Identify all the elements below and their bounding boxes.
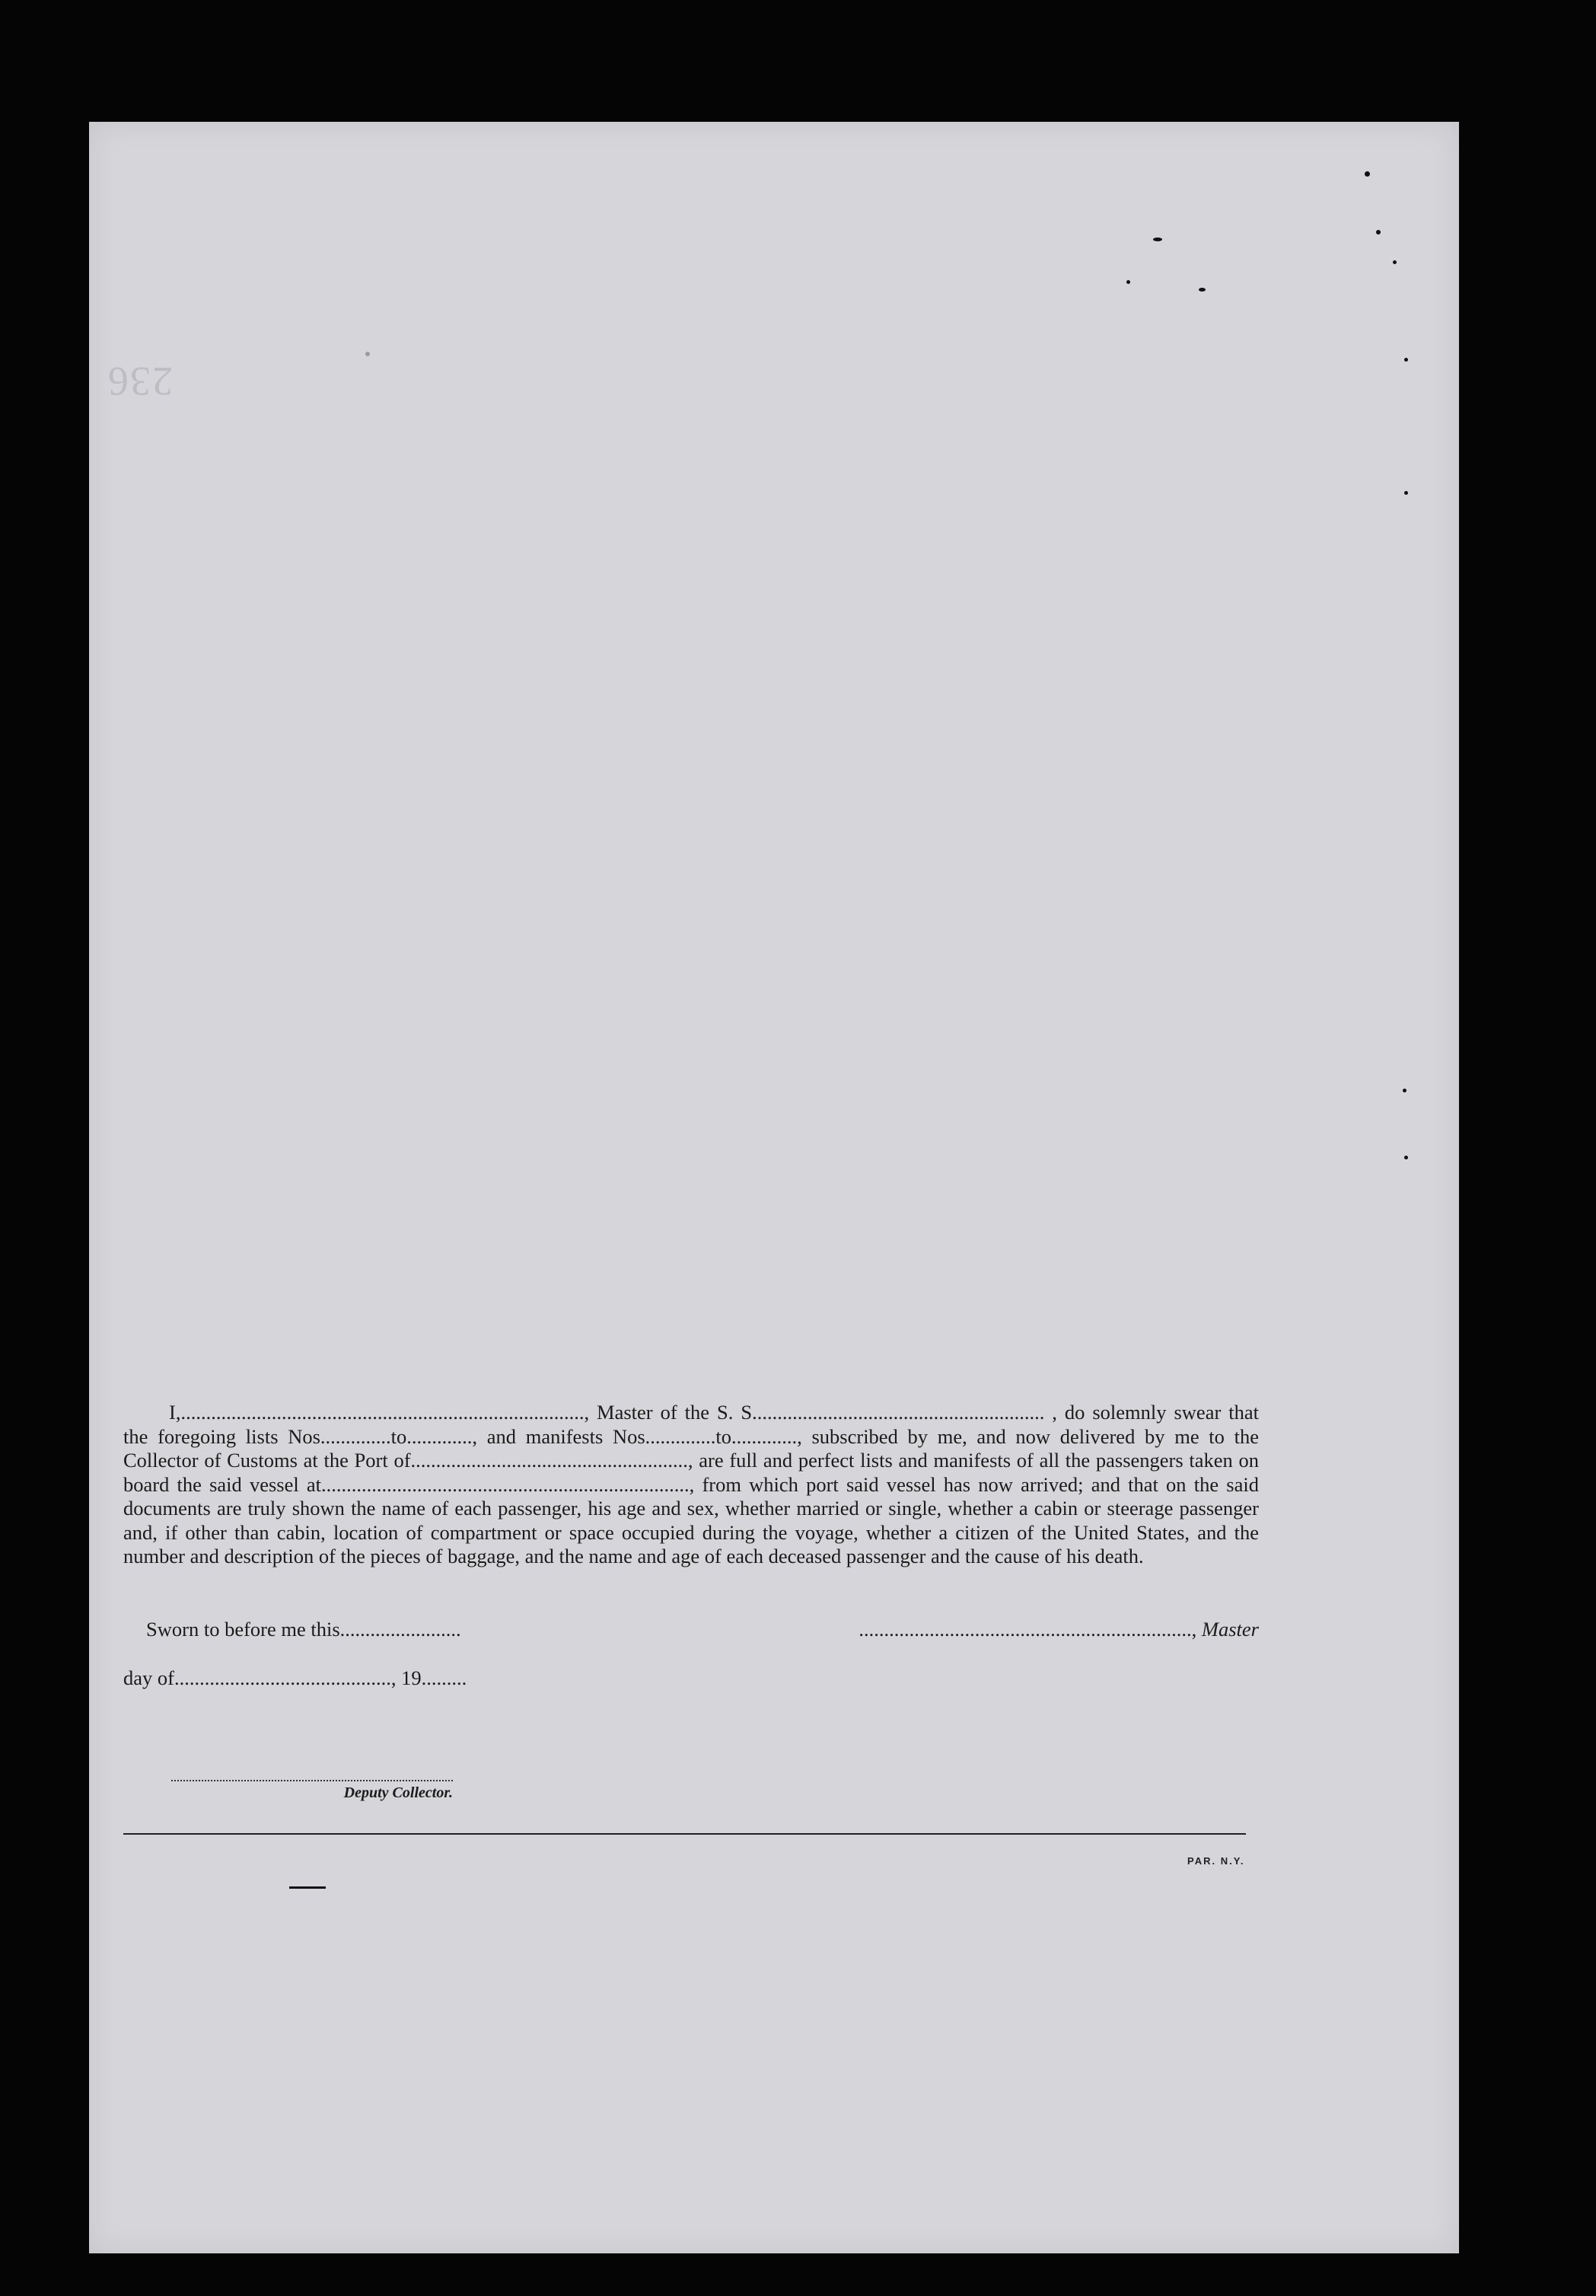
ink-speck: [365, 352, 370, 356]
document-page: [89, 122, 1459, 2253]
ink-speck: [1126, 280, 1130, 284]
deputy-collector-signature: Deputy Collector.: [171, 1780, 453, 1802]
ink-speck: [1199, 288, 1206, 292]
ink-dash: [289, 1886, 326, 1889]
oath-text: I,................................................................................, Master of the S. S.......................................................... , do solemnly swear that the foregoing lists Nos..............to............., and manifests Nos..............to............., subscribed by me, and now delivered by me to the Collector of Customs at the Port of......................................................., are full and perfect lists and manifests of all the passengers taken on board the said vessel at........................................................................., from which port said vessel has now arrived; and that on the said documents are truly shown the name of each passenger, his age and sex, whether married or single, whether a cabin or steerage passenger and, if other than cabin, location of compartment or space occupied during the voyage, whether a citizen of the United States, and the number and description of the pieces of baggage, and the name and age of each deceased passenger and the cause of his death.: [123, 1401, 1259, 1567]
faint-page-number: 236: [107, 359, 173, 404]
ink-speck: [1404, 1156, 1408, 1159]
master-signature-dots: ..................................................................,: [859, 1618, 1197, 1641]
bottom-rule: [123, 1833, 1246, 1835]
day-of-line: day of..........................................., 19.........: [123, 1666, 467, 1689]
ink-speck: [1403, 1089, 1406, 1092]
ink-speck: [1365, 171, 1370, 177]
ink-speck: [1153, 238, 1162, 241]
printer-mark: PAR. N.Y.: [1187, 1855, 1245, 1867]
sworn-before-line: Sworn to before me this........................: [146, 1618, 461, 1641]
master-signature: [859, 1618, 1259, 1641]
signature-block: [123, 1618, 1259, 1747]
ink-speck: [1404, 358, 1408, 362]
ink-speck: [1393, 260, 1397, 264]
ink-speck: [1376, 230, 1381, 234]
ink-speck: [1404, 491, 1408, 495]
master-label: Master: [1201, 1618, 1259, 1641]
oath-paragraph: [123, 1401, 1259, 1569]
